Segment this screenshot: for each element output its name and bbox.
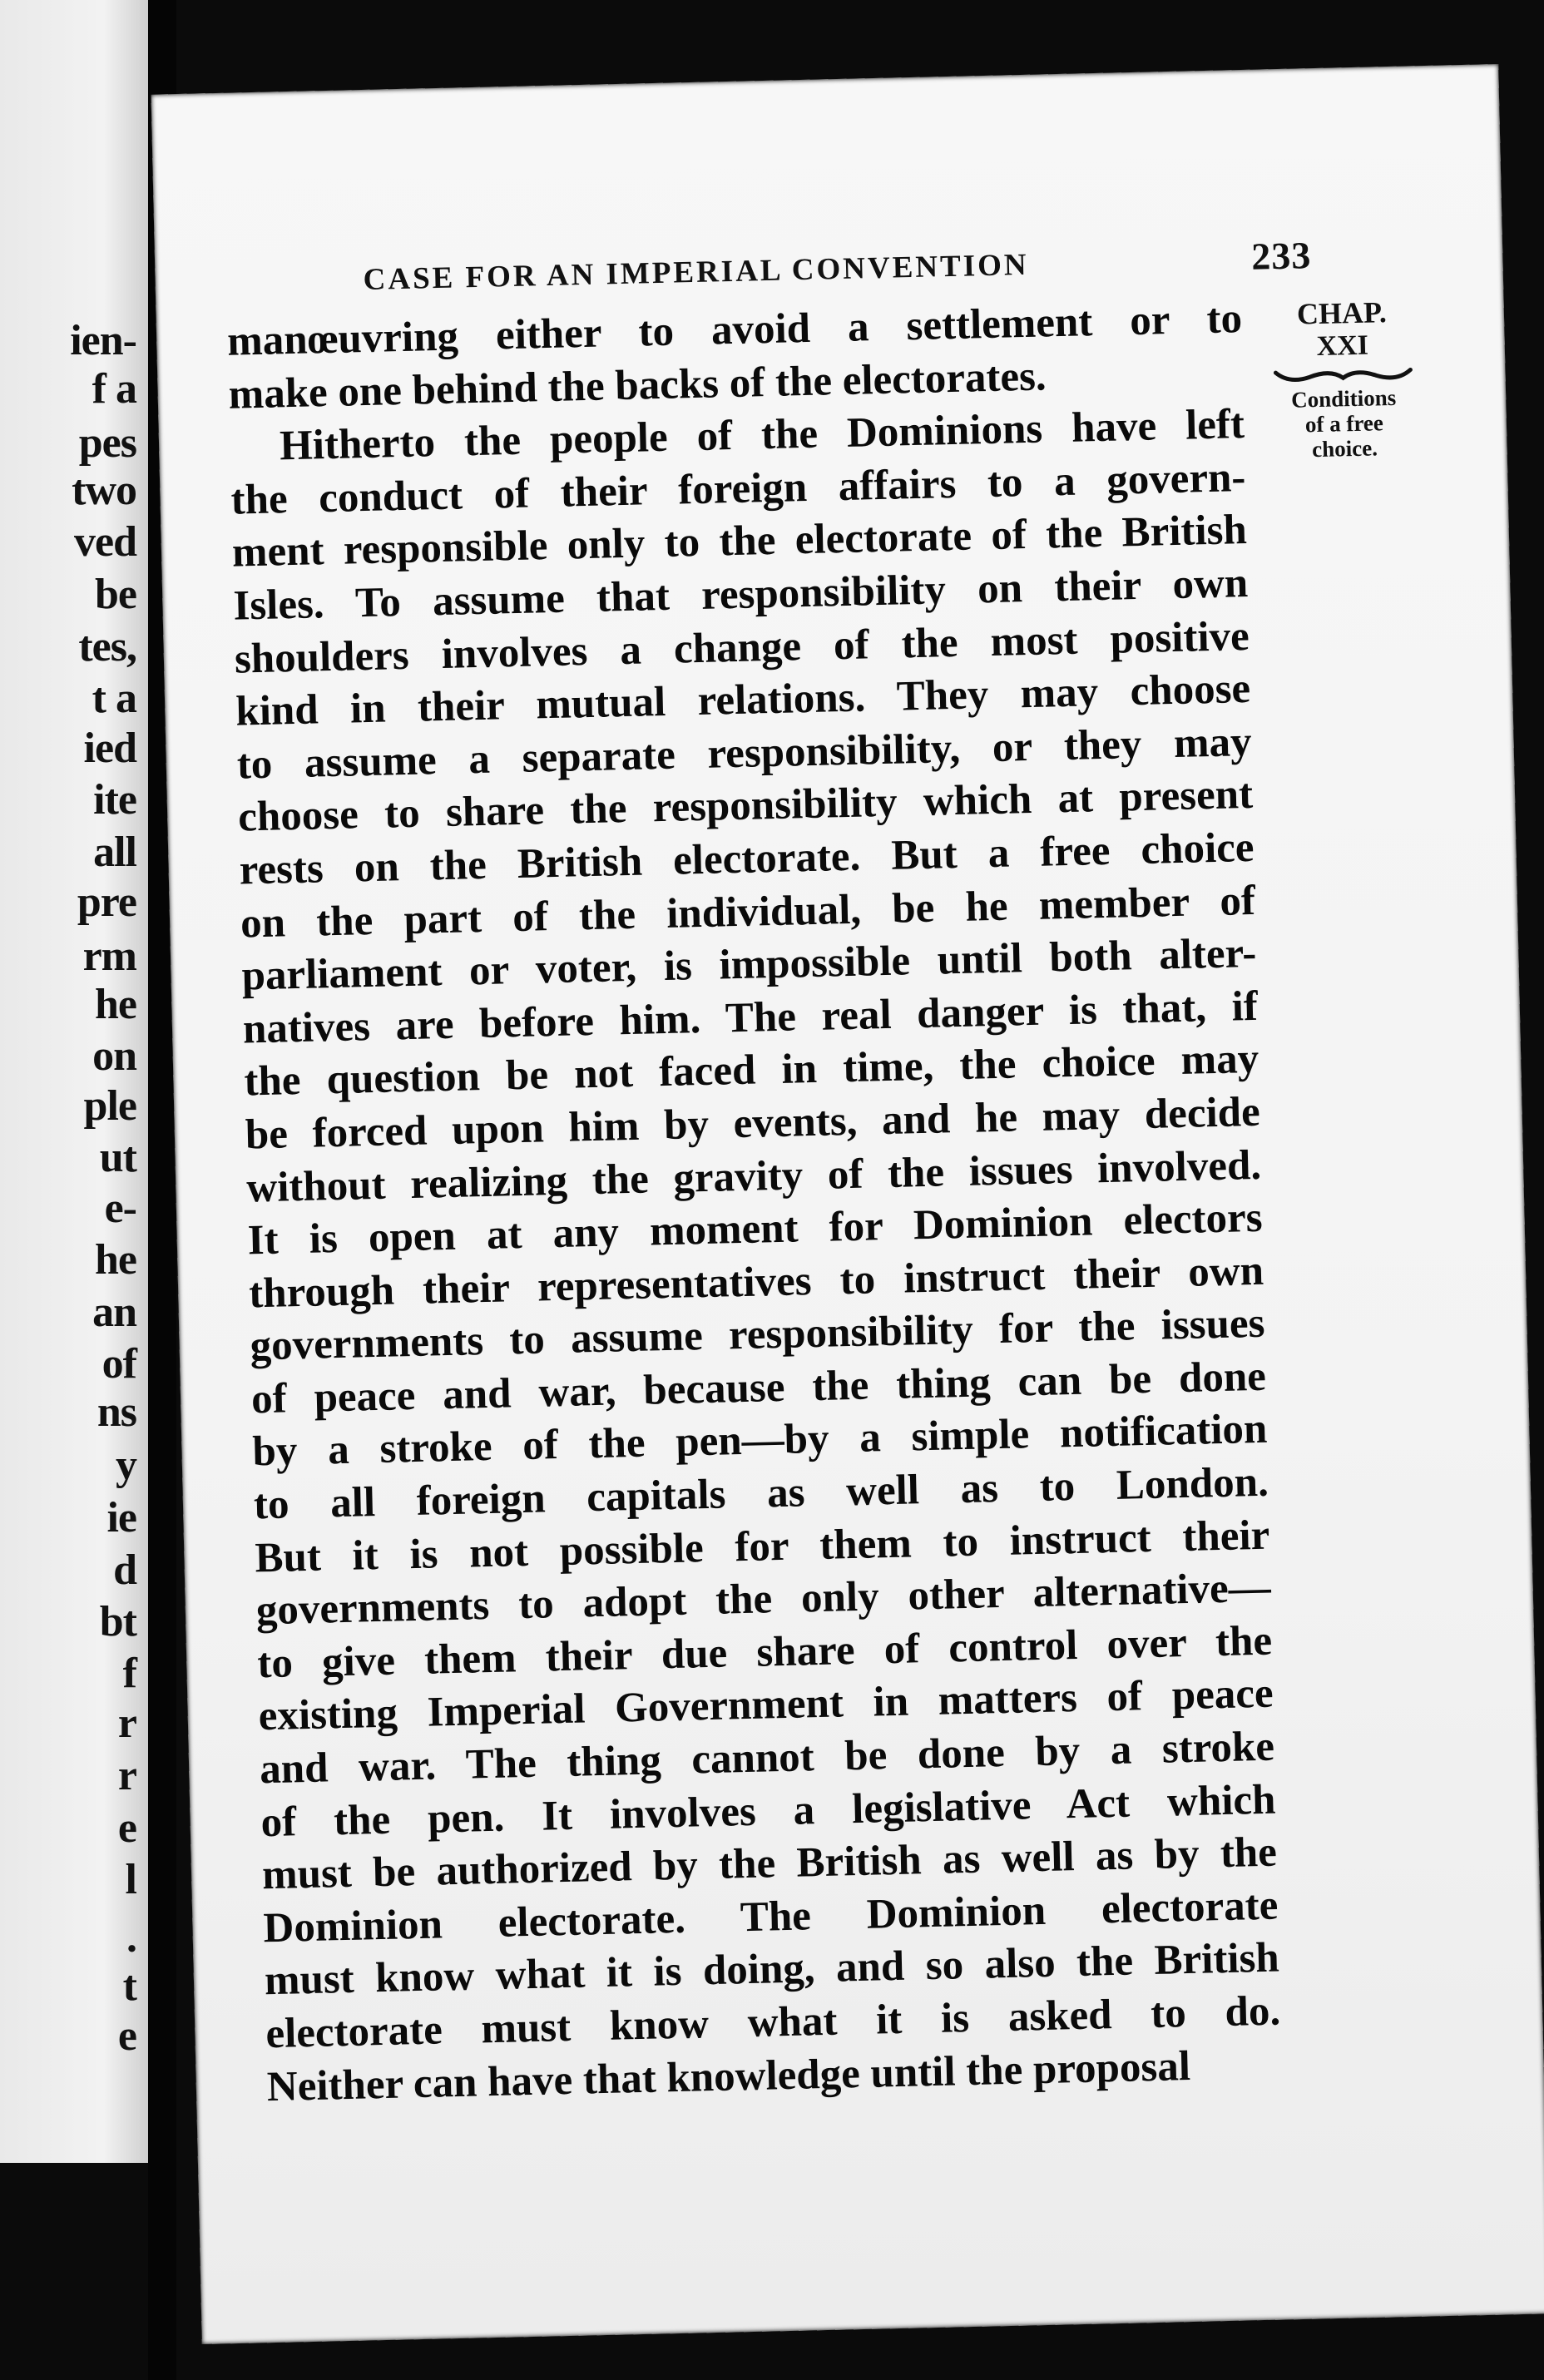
text-line: rests on the British electorate. But a free choice xyxy=(239,824,1255,894)
previous-page-text-fragment: ved xyxy=(74,518,136,566)
previous-page-fragment xyxy=(0,0,148,2163)
ornament-swash-icon xyxy=(1272,364,1413,386)
body-text xyxy=(227,293,1283,2114)
text-line: the conduct of their foreign affairs to a govern- xyxy=(230,453,1246,524)
previous-page-text-fragment: ple xyxy=(83,1082,136,1130)
page-number: 233 xyxy=(1250,234,1312,278)
text-line: electorate must know what it is asked to do. xyxy=(265,1987,1281,2058)
previous-page-text-fragment: . xyxy=(126,1914,136,1962)
previous-page-text-fragment: f xyxy=(122,1650,136,1697)
text-line: make one behind the backs of the electorates. xyxy=(228,353,1047,418)
previous-page-text-fragment: e- xyxy=(104,1185,136,1232)
previous-page-text-fragment: ut xyxy=(99,1134,136,1181)
text-line: be forced upon him by events, and he may decide xyxy=(245,1088,1261,1159)
text-line: to give them their due share of control over the xyxy=(256,1617,1273,1688)
previous-page-text-fragment: ns xyxy=(96,1388,136,1436)
previous-page-text-fragment: ied xyxy=(83,725,136,772)
previous-page-text-fragment: e xyxy=(117,1804,136,1852)
text-line: ment responsible only to the electorate of the British xyxy=(231,507,1248,577)
running-head xyxy=(363,233,1312,299)
previous-page-text-fragment: he xyxy=(95,981,136,1028)
chapter-label: CHAP. xyxy=(1296,295,1388,331)
text-line: to assume a separate responsibility, or they may xyxy=(236,718,1253,789)
previous-page-text-fragment: f a xyxy=(92,365,136,413)
text-line: must know what it is doing, and so also the British xyxy=(264,1934,1280,2005)
previous-page-text-fragment: of xyxy=(101,1340,136,1388)
sidenote-line: Conditions xyxy=(1290,384,1397,413)
text-line: and war. The thing cannot be done by a stroke xyxy=(259,1723,1275,1794)
previous-page-text-fragment: pre xyxy=(77,878,136,926)
text-line: existing Imperial Government in matters of peace xyxy=(258,1670,1274,1740)
text-line: governments to assume responsibility for the issues xyxy=(250,1300,1266,1370)
text-line: choose to share the responsibility which at present xyxy=(237,771,1254,841)
text-line: of the pen. It involves a legislative Act which xyxy=(260,1776,1277,1846)
previous-page-text-fragment: bt xyxy=(99,1598,136,1645)
previous-page-text-fragment: r xyxy=(117,1752,136,1799)
previous-page-text-fragment: e xyxy=(117,2012,136,2060)
previous-page-text-fragment: t xyxy=(122,1962,136,2010)
chapter-number: XXI xyxy=(1316,329,1369,363)
text-line: Isles. To assume that responsibility on their own xyxy=(232,559,1249,630)
previous-page-text-fragment: pes xyxy=(78,419,136,467)
previous-page-text-fragment: r xyxy=(117,1700,136,1747)
text-line: shoulders involves a change of the most positive xyxy=(234,612,1250,683)
previous-page-text-fragment: ie xyxy=(106,1494,136,1541)
previous-page-text-fragment: l xyxy=(125,1856,136,1903)
running-title: CASE FOR AN IMPERIAL CONVENTION xyxy=(363,247,1030,297)
text-line: without realizing the gravity of the issues involved. xyxy=(245,1141,1262,1211)
book-page xyxy=(151,64,1544,2344)
text-line: on the part of the individual, be he member of xyxy=(240,877,1256,948)
previous-page-text-fragment: two xyxy=(72,467,136,514)
previous-page-text-fragment: rm xyxy=(82,933,136,980)
text-line: through their representatives to instruct their own xyxy=(248,1247,1264,1318)
previous-page-text-fragment: on xyxy=(92,1032,136,1080)
text-line: Hitherto the people of the Dominions have left xyxy=(279,401,1245,470)
text-line: Dominion electorate. The Dominion electorate xyxy=(262,1882,1279,1952)
text-line: parliament or voter, is impossible until both alter- xyxy=(240,929,1257,1000)
previous-page-text-fragment: y xyxy=(116,1442,136,1489)
previous-page-text-fragment: ite xyxy=(93,776,136,824)
text-line: of peace and war, because the thing can be done xyxy=(250,1353,1267,1423)
text-line: It is open at any moment for Dominion electors xyxy=(247,1194,1264,1264)
previous-page-text-fragment: all xyxy=(93,829,136,876)
text-line: Neither can have that knowledge until the proposal xyxy=(266,2042,1191,2110)
text-line: to all foreign capitals as well as to London. xyxy=(253,1458,1269,1529)
margin-note xyxy=(1258,294,1428,463)
previous-page-text-fragment: tes, xyxy=(78,623,136,670)
previous-page-text-fragment: ien- xyxy=(70,317,136,364)
text-line: the question be not faced in time, the choice may xyxy=(243,1036,1259,1106)
previous-page-text-fragment: d xyxy=(113,1546,136,1594)
text-line: But it is not possible for them to instruct their xyxy=(254,1512,1270,1581)
text-line: natives are before him. The real danger is that, if xyxy=(242,982,1259,1053)
sidenote-line: choice. xyxy=(1311,435,1378,463)
text-line: governments to adopt the only other alternative— xyxy=(255,1564,1272,1635)
previous-page-text-fragment: an xyxy=(92,1289,136,1336)
previous-page-text-fragment: be xyxy=(95,571,136,618)
text-line: kind in their mutual relations. They may choose xyxy=(235,666,1251,735)
previous-page-text-fragment: he xyxy=(95,1236,136,1284)
text-line: manœuvring either to avoid a settlement or to xyxy=(226,295,1243,365)
text-line: must be authorized by the British as well as by the xyxy=(261,1828,1278,1899)
text-line: by a stroke of the pen—by a simple notification xyxy=(251,1406,1268,1476)
sidenote-line: of a free xyxy=(1304,410,1384,438)
previous-page-text-fragment: t a xyxy=(92,675,136,722)
